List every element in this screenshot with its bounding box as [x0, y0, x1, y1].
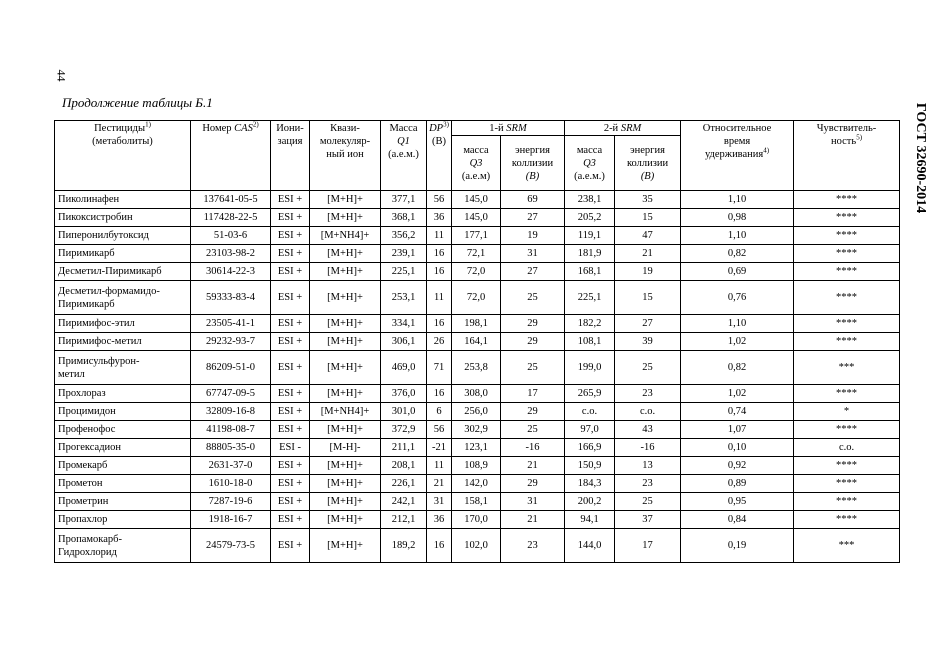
- cell-mass-q3-1: 145,0: [452, 209, 501, 227]
- cell-energy-1: 29: [501, 475, 565, 493]
- cell-dp: 71: [427, 351, 452, 385]
- cell-mass-q1: 226,1: [381, 475, 427, 493]
- table-row: [55, 511, 900, 529]
- cell-mass-q3-2: 181,9: [565, 245, 615, 263]
- page-number: 44: [54, 69, 69, 82]
- cell-cas: 23103-98-2: [191, 245, 271, 263]
- table-row: [55, 191, 900, 209]
- cell-cas: 88805-35-0: [191, 439, 271, 457]
- cell-quasi-ion: [M+H]+: [310, 191, 381, 209]
- cell-energy-1: 21: [501, 511, 565, 529]
- cell-cas: 86209-51-0: [191, 351, 271, 385]
- table-row: [55, 421, 900, 439]
- cell-relative-time: 0,92: [681, 457, 794, 475]
- cell-cas: 51-03-6: [191, 227, 271, 245]
- cell-mass-q1: 372,9: [381, 421, 427, 439]
- pesticide-name-line: Прохлораз: [58, 388, 106, 400]
- subheader-energy-2: энергия коллизии (В): [615, 136, 681, 191]
- cell-energy-2: 15: [615, 281, 681, 315]
- cell-mass-q1: 239,1: [381, 245, 427, 263]
- cell-relative-time: 0,10: [681, 439, 794, 457]
- cell-dp: 11: [427, 281, 452, 315]
- cell-sensitivity: ****: [794, 457, 900, 475]
- pesticide-name-line: Пикоксистробин: [58, 212, 133, 224]
- cell-mass-q3-1: 72,1: [452, 245, 501, 263]
- cell-energy-2: 19: [615, 263, 681, 281]
- cell-ionization: ESI +: [271, 315, 310, 333]
- cell-mass-q1: 301,0: [381, 403, 427, 421]
- table-row: [55, 351, 900, 385]
- pesticide-name-line: Пиримикарб: [58, 248, 115, 260]
- cell-mass-q3-1: 198,1: [452, 315, 501, 333]
- subheader-energy-1: энергия коллизии (В): [501, 136, 565, 191]
- pesticide-name-line: Пиколинафен: [58, 194, 120, 206]
- cell-mass-q3-1: 170,0: [452, 511, 501, 529]
- cell-mass-q3-1: 72,0: [452, 281, 501, 315]
- cell-ionization: ESI +: [271, 191, 310, 209]
- cell-energy-1: 17: [501, 385, 565, 403]
- cell-mass-q3-1: 177,1: [452, 227, 501, 245]
- cell-quasi-ion: [M+H]+: [310, 529, 381, 563]
- header-quasi-ion: Квази- молекуляр- ный ион: [310, 121, 381, 191]
- cell-dp: 26: [427, 333, 452, 351]
- table-row: [55, 227, 900, 245]
- cell-ionization: ESI +: [271, 493, 310, 511]
- cell-quasi-ion: [M+H]+: [310, 245, 381, 263]
- header-srm1: 1-й SRM: [452, 121, 565, 136]
- cell-pesticide-name: [55, 421, 191, 439]
- cell-relative-time: 1,07: [681, 421, 794, 439]
- pesticide-name-line: Прогексадион: [58, 442, 122, 454]
- cell-mass-q3-1: 158,1: [452, 493, 501, 511]
- cell-relative-time: 0,19: [681, 529, 794, 563]
- cell-sensitivity: ****: [794, 385, 900, 403]
- cell-mass-q1: 368,1: [381, 209, 427, 227]
- cell-quasi-ion: [M+H]+: [310, 457, 381, 475]
- header-cas: Номер CAS$^{2)}$: [191, 121, 271, 191]
- cell-pesticide-name: [55, 245, 191, 263]
- cell-quasi-ion: [M+NH4]+: [310, 403, 381, 421]
- cell-relative-time: 1,02: [681, 333, 794, 351]
- cell-dp: 16: [427, 315, 452, 333]
- cell-mass-q3-1: 145,0: [452, 191, 501, 209]
- cell-relative-time: 0,98: [681, 209, 794, 227]
- cell-sensitivity: ****: [794, 511, 900, 529]
- pesticide-name-line: Прометрин: [58, 496, 109, 508]
- cell-pesticide-name: [55, 511, 191, 529]
- cell-mass-q3-2: 200,2: [565, 493, 615, 511]
- table-row: [55, 475, 900, 493]
- cell-quasi-ion: [M+H]+: [310, 263, 381, 281]
- cell-ionization: ESI +: [271, 263, 310, 281]
- cell-ionization: ESI +: [271, 403, 310, 421]
- cell-mass-q3-1: 123,1: [452, 439, 501, 457]
- cell-sensitivity: *: [794, 403, 900, 421]
- cell-pesticide-name: [55, 227, 191, 245]
- cell-mass-q1: 376,0: [381, 385, 427, 403]
- cell-dp: 56: [427, 191, 452, 209]
- cell-quasi-ion: [M+H]+: [310, 209, 381, 227]
- pesticide-name-line: Десметил-Пиримикарб: [58, 266, 162, 278]
- cell-mass-q3-2: 94,1: [565, 511, 615, 529]
- cell-relative-time: 0,76: [681, 281, 794, 315]
- pesticide-name-line: Профенофос: [58, 424, 116, 436]
- cell-mass-q3-1: 102,0: [452, 529, 501, 563]
- pesticide-name-line: Пиримифос-метил: [58, 336, 142, 348]
- cell-dp: 11: [427, 457, 452, 475]
- cell-quasi-ion: [M+H]+: [310, 351, 381, 385]
- cell-pesticide-name: [55, 351, 191, 385]
- cell-sensitivity: ****: [794, 281, 900, 315]
- cell-quasi-ion: [M+H]+: [310, 281, 381, 315]
- cell-sensitivity: ****: [794, 315, 900, 333]
- cell-energy-1: 31: [501, 245, 565, 263]
- cell-sensitivity: ****: [794, 421, 900, 439]
- cell-quasi-ion: [M-H]-: [310, 439, 381, 457]
- cell-energy-2: 15: [615, 209, 681, 227]
- cell-energy-1: 29: [501, 333, 565, 351]
- header-relative-time: Относительное время удерживания$^{4)}$: [681, 121, 794, 191]
- cell-quasi-ion: [M+H]+: [310, 315, 381, 333]
- table-row: [55, 529, 900, 563]
- table-row: [55, 209, 900, 227]
- cell-energy-1: 19: [501, 227, 565, 245]
- cell-energy-1: -16: [501, 439, 565, 457]
- cell-cas: 2631-37-0: [191, 457, 271, 475]
- cell-relative-time: 1,02: [681, 385, 794, 403]
- cell-energy-2: -16: [615, 439, 681, 457]
- pesticide-name-line: Гидрохлорид: [58, 546, 117, 558]
- cell-energy-2: 27: [615, 315, 681, 333]
- cell-mass-q1: 469,0: [381, 351, 427, 385]
- cell-mass-q3-2: 238,1: [565, 191, 615, 209]
- cell-energy-1: 27: [501, 209, 565, 227]
- table-row: [55, 493, 900, 511]
- cell-cas: 41198-08-7: [191, 421, 271, 439]
- standard-code: ГОСТ 32690-2014: [913, 102, 928, 214]
- cell-energy-1: 31: [501, 493, 565, 511]
- cell-cas: 59333-83-4: [191, 281, 271, 315]
- cell-mass-q1: 253,1: [381, 281, 427, 315]
- cell-relative-time: 0,82: [681, 245, 794, 263]
- cell-pesticide-name: [55, 263, 191, 281]
- cell-cas: 67747-09-5: [191, 385, 271, 403]
- cell-ionization: ESI +: [271, 421, 310, 439]
- cell-energy-2: 23: [615, 475, 681, 493]
- cell-cas: 137641-05-5: [191, 191, 271, 209]
- cell-energy-1: 21: [501, 457, 565, 475]
- cell-ionization: ESI +: [271, 511, 310, 529]
- cell-mass-q3-1: 256,0: [452, 403, 501, 421]
- cell-energy-2: 25: [615, 493, 681, 511]
- cell-mass-q3-1: 302,9: [452, 421, 501, 439]
- cell-sensitivity: ****: [794, 333, 900, 351]
- cell-quasi-ion: [M+H]+: [310, 385, 381, 403]
- cell-mass-q1: 242,1: [381, 493, 427, 511]
- cell-cas: 32809-16-8: [191, 403, 271, 421]
- cell-mass-q1: 208,1: [381, 457, 427, 475]
- header-pesticide: Пестициды$^{1)}$ (метаболиты): [55, 121, 191, 191]
- cell-mass-q3-2: 144,0: [565, 529, 615, 563]
- cell-cas: 1610-18-0: [191, 475, 271, 493]
- cell-pesticide-name: [55, 209, 191, 227]
- cell-mass-q1: 211,1: [381, 439, 427, 457]
- cell-ionization: ESI +: [271, 227, 310, 245]
- cell-energy-1: 29: [501, 403, 565, 421]
- cell-dp: 16: [427, 245, 452, 263]
- cell-dp: 16: [427, 385, 452, 403]
- cell-sensitivity: ****: [794, 191, 900, 209]
- cell-mass-q3-1: 164,1: [452, 333, 501, 351]
- cell-relative-time: 0,84: [681, 511, 794, 529]
- cell-quasi-ion: [M+H]+: [310, 475, 381, 493]
- cell-energy-2: 25: [615, 351, 681, 385]
- cell-mass-q3-1: 253,8: [452, 351, 501, 385]
- table-row: [55, 245, 900, 263]
- cell-mass-q3-2: 199,0: [565, 351, 615, 385]
- cell-pesticide-name: [55, 333, 191, 351]
- cell-relative-time: 0,89: [681, 475, 794, 493]
- cell-dp: 16: [427, 263, 452, 281]
- cell-energy-1: 29: [501, 315, 565, 333]
- pesticide-name-line: Процимидон: [58, 406, 116, 418]
- cell-dp: 16: [427, 529, 452, 563]
- cell-sensitivity: с.о.: [794, 439, 900, 457]
- cell-dp: -21: [427, 439, 452, 457]
- header-mass-q1: Масса Q1 (а.е.м.): [381, 121, 427, 191]
- table-row: [55, 333, 900, 351]
- cell-ionization: ESI +: [271, 351, 310, 385]
- cell-dp: 56: [427, 421, 452, 439]
- cell-energy-1: 27: [501, 263, 565, 281]
- table-row: [55, 385, 900, 403]
- cell-mass-q3-2: 225,1: [565, 281, 615, 315]
- cell-mass-q3-2: с.о.: [565, 403, 615, 421]
- cell-ionization: ESI -: [271, 439, 310, 457]
- cell-sensitivity: ****: [794, 263, 900, 281]
- cell-ionization: ESI +: [271, 281, 310, 315]
- cell-pesticide-name: [55, 315, 191, 333]
- cell-mass-q1: 212,1: [381, 511, 427, 529]
- cell-pesticide-name: [55, 191, 191, 209]
- cell-mass-q1: 377,1: [381, 191, 427, 209]
- cell-cas: 117428-22-5: [191, 209, 271, 227]
- header-dp: DP$^{3)}$ (В): [427, 121, 452, 191]
- cell-mass-q3-2: 97,0: [565, 421, 615, 439]
- cell-sensitivity: ****: [794, 493, 900, 511]
- cell-mass-q3-2: 168,1: [565, 263, 615, 281]
- pesticide-table: [54, 120, 900, 563]
- pesticide-name-line: Пропамокарб-: [58, 533, 122, 545]
- cell-dp: 36: [427, 209, 452, 227]
- cell-energy-2: 39: [615, 333, 681, 351]
- cell-ionization: ESI +: [271, 385, 310, 403]
- cell-sensitivity: ***: [794, 529, 900, 563]
- cell-energy-1: 25: [501, 421, 565, 439]
- cell-mass-q3-1: 308,0: [452, 385, 501, 403]
- cell-cas: 23505-41-1: [191, 315, 271, 333]
- cell-energy-1: 23: [501, 529, 565, 563]
- cell-quasi-ion: [M+H]+: [310, 493, 381, 511]
- cell-dp: 21: [427, 475, 452, 493]
- cell-energy-2: 23: [615, 385, 681, 403]
- cell-ionization: ESI +: [271, 333, 310, 351]
- pesticide-name-line: Пиримикарб: [58, 298, 115, 310]
- cell-mass-q3-2: 119,1: [565, 227, 615, 245]
- header-ionization: Иони- зация: [271, 121, 310, 191]
- table-row: [55, 457, 900, 475]
- cell-energy-1: 25: [501, 281, 565, 315]
- subheader-mass-q3-2: масса Q3 (а.е.м.): [565, 136, 615, 191]
- cell-relative-time: 0,69: [681, 263, 794, 281]
- cell-energy-1: 69: [501, 191, 565, 209]
- header-srm2: 2-й SRM: [565, 121, 681, 136]
- cell-cas: 29232-93-7: [191, 333, 271, 351]
- cell-mass-q3-2: 108,1: [565, 333, 615, 351]
- cell-quasi-ion: [M+H]+: [310, 333, 381, 351]
- cell-ionization: ESI +: [271, 209, 310, 227]
- pesticide-name-line: Примисульфурон-: [58, 355, 140, 367]
- cell-mass-q1: 189,2: [381, 529, 427, 563]
- cell-dp: 11: [427, 227, 452, 245]
- cell-energy-1: 25: [501, 351, 565, 385]
- cell-relative-time: 1,10: [681, 191, 794, 209]
- cell-pesticide-name: [55, 439, 191, 457]
- table-row: [55, 403, 900, 421]
- table-row: [55, 281, 900, 315]
- cell-pesticide-name: [55, 475, 191, 493]
- pesticide-name-line: Пиримифос-этил: [58, 318, 135, 330]
- cell-mass-q1: 225,1: [381, 263, 427, 281]
- pesticide-name-line: Пиперонилбутоксид: [58, 230, 149, 242]
- subheader-mass-q3-1: масса Q3 (а.е.м): [452, 136, 501, 191]
- pesticide-name-line: Десметил-формамидо-: [58, 285, 160, 297]
- cell-ionization: ESI +: [271, 475, 310, 493]
- cell-ionization: ESI +: [271, 457, 310, 475]
- cell-dp: 6: [427, 403, 452, 421]
- cell-mass-q3-2: 182,2: [565, 315, 615, 333]
- cell-pesticide-name: [55, 385, 191, 403]
- cell-mass-q3-2: 184,3: [565, 475, 615, 493]
- header-row: [55, 121, 900, 136]
- cell-pesticide-name: [55, 493, 191, 511]
- table-row: [55, 315, 900, 333]
- cell-quasi-ion: [M+H]+: [310, 421, 381, 439]
- cell-energy-2: 37: [615, 511, 681, 529]
- cell-mass-q3-2: 166,9: [565, 439, 615, 457]
- cell-energy-2: с.о.: [615, 403, 681, 421]
- cell-sensitivity: ***: [794, 351, 900, 385]
- cell-pesticide-name: [55, 529, 191, 563]
- cell-energy-2: 43: [615, 421, 681, 439]
- cell-cas: 30614-22-3: [191, 263, 271, 281]
- cell-sensitivity: ****: [794, 227, 900, 245]
- cell-energy-2: 21: [615, 245, 681, 263]
- cell-ionization: ESI +: [271, 245, 310, 263]
- pesticide-name-line: метил: [58, 368, 85, 380]
- cell-mass-q1: 356,2: [381, 227, 427, 245]
- cell-mass-q1: 306,1: [381, 333, 427, 351]
- cell-sensitivity: ****: [794, 245, 900, 263]
- table-row: [55, 263, 900, 281]
- cell-relative-time: 0,95: [681, 493, 794, 511]
- cell-energy-2: 47: [615, 227, 681, 245]
- cell-relative-time: 0,82: [681, 351, 794, 385]
- cell-mass-q3-2: 205,2: [565, 209, 615, 227]
- header-sensitivity: Чувствитель- ность$^{5)}$: [794, 121, 900, 191]
- cell-mass-q3-1: 108,9: [452, 457, 501, 475]
- cell-energy-2: 13: [615, 457, 681, 475]
- cell-cas: 1918-16-7: [191, 511, 271, 529]
- cell-mass-q1: 334,1: [381, 315, 427, 333]
- cell-dp: 36: [427, 511, 452, 529]
- table-row: [55, 439, 900, 457]
- cell-dp: 31: [427, 493, 452, 511]
- pesticide-name-line: Пропахлор: [58, 514, 108, 526]
- cell-pesticide-name: [55, 403, 191, 421]
- cell-energy-2: 17: [615, 529, 681, 563]
- cell-cas: 24579-73-5: [191, 529, 271, 563]
- table-caption: Продолжение таблицы Б.1: [62, 95, 213, 110]
- cell-ionization: ESI +: [271, 529, 310, 563]
- cell-relative-time: 0,74: [681, 403, 794, 421]
- cell-energy-2: 35: [615, 191, 681, 209]
- cell-pesticide-name: [55, 281, 191, 315]
- cell-sensitivity: ****: [794, 475, 900, 493]
- cell-mass-q3-2: 150,9: [565, 457, 615, 475]
- pesticide-name-line: Промекарб: [58, 460, 108, 472]
- cell-quasi-ion: [M+H]+: [310, 511, 381, 529]
- cell-mass-q3-1: 142,0: [452, 475, 501, 493]
- cell-cas: 7287-19-6: [191, 493, 271, 511]
- cell-pesticide-name: [55, 457, 191, 475]
- pesticide-name-line: Прометон: [58, 478, 103, 490]
- cell-sensitivity: ****: [794, 209, 900, 227]
- table-body: [55, 191, 900, 563]
- cell-mass-q3-2: 265,9: [565, 385, 615, 403]
- cell-mass-q3-1: 72,0: [452, 263, 501, 281]
- cell-relative-time: 1,10: [681, 315, 794, 333]
- cell-relative-time: 1,10: [681, 227, 794, 245]
- cell-quasi-ion: [M+NH4]+: [310, 227, 381, 245]
